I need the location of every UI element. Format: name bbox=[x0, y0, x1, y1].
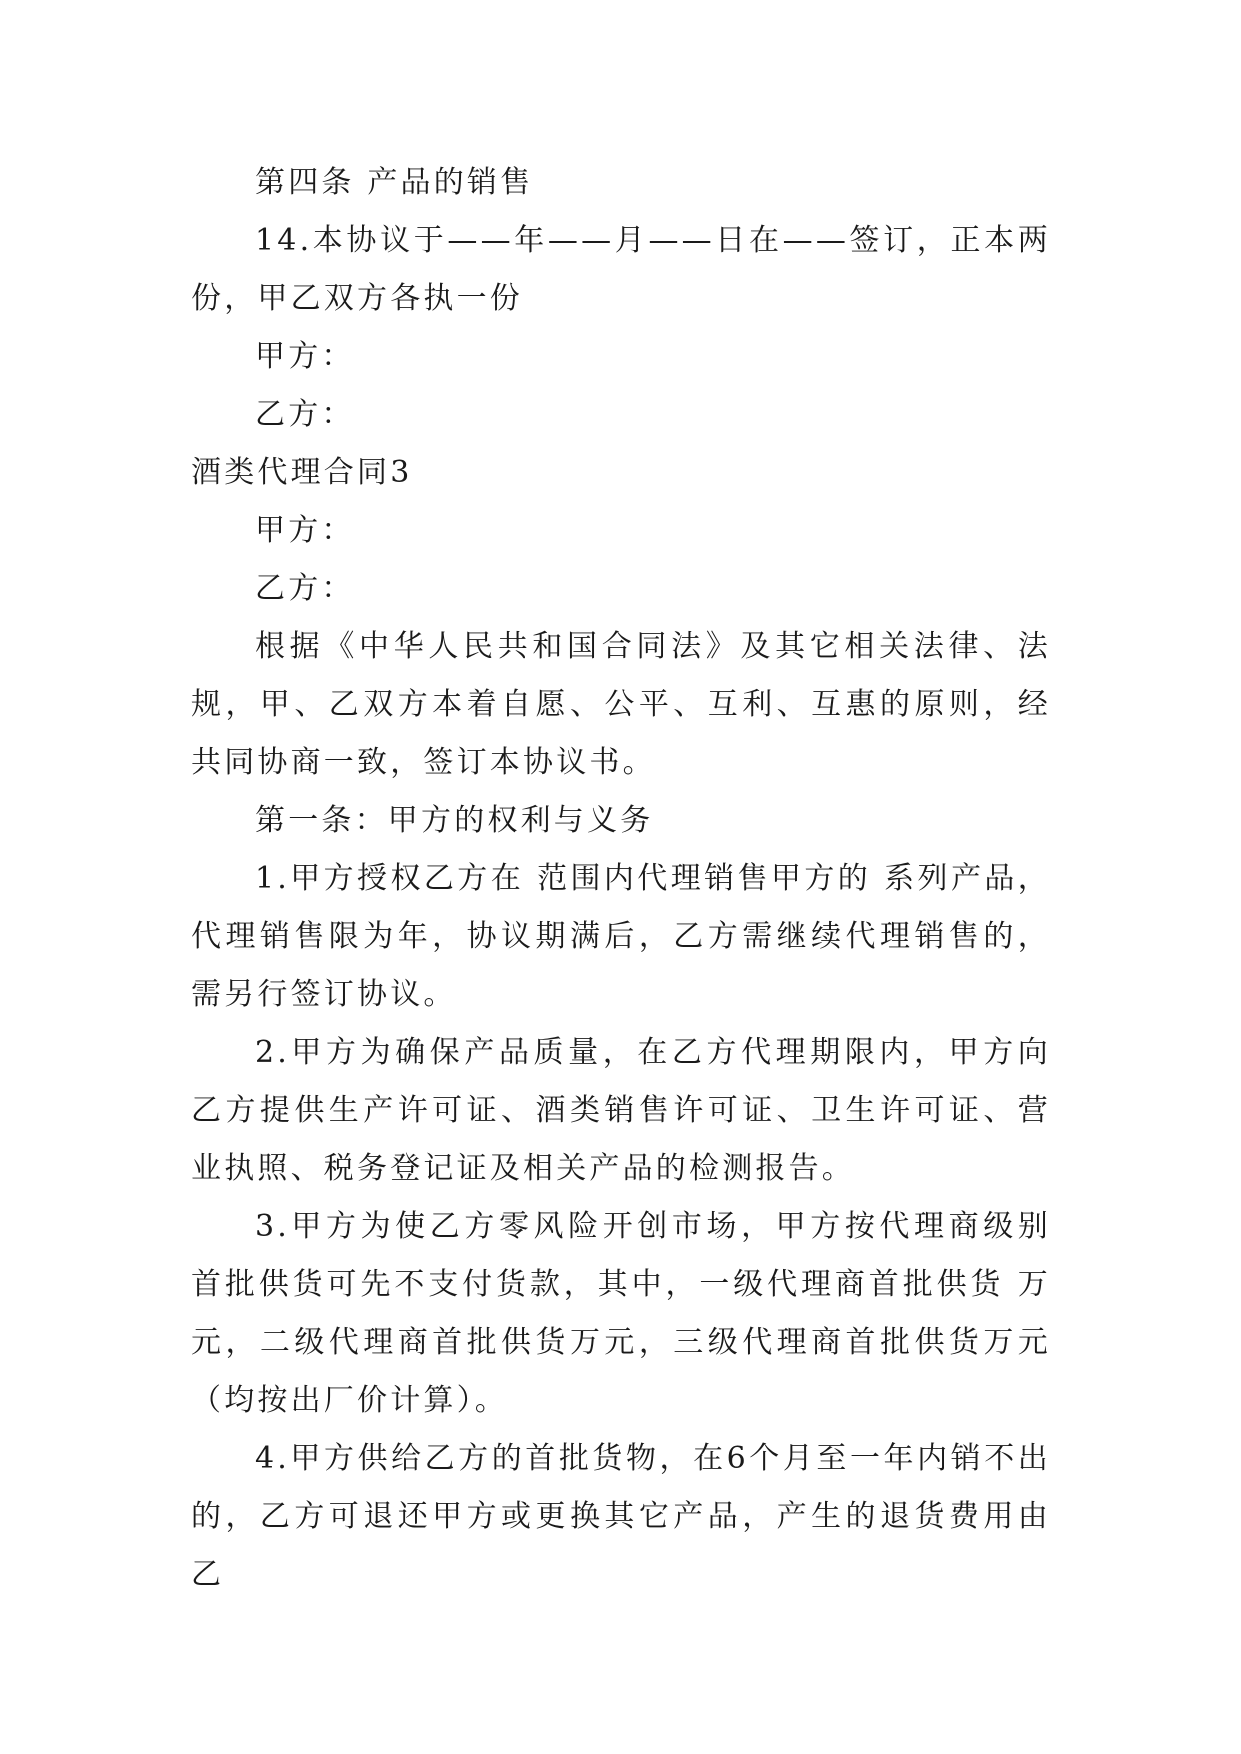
clause-1: 1.甲方授权乙方在 范围内代理销售甲方的 系列产品，代理销售限为年，协议期满后，乙方需继续代理销售的，需另行签订协议。 bbox=[191, 861, 1051, 1012]
section-heading-article-4: 第四条 产品的销售 bbox=[255, 165, 534, 200]
contract-title: 酒类代理合同3 bbox=[191, 455, 413, 490]
clause-4: 4.甲方供给乙方的首批货物，在6个月至一年内销不出的，乙方可退还甲方或更换其它产品，产生的退货费用由乙 bbox=[191, 1441, 1051, 1592]
preamble-paragraph: 根据《中华人民共和国合同法》及其它相关法律、法规，甲、乙双方本着自愿、公平、互利、互惠的原则，经共同协商一致，签订本协议书。 bbox=[191, 629, 1051, 780]
clause-2: 2.甲方为确保产品质量，在乙方代理期限内，甲方向乙方提供生产许可证、酒类销售许可证、卫生许可证、营业执照、税务登记证及相关产品的检测报告。 bbox=[191, 1035, 1051, 1186]
party-b-signature-line: 乙方： bbox=[255, 397, 355, 432]
document-body bbox=[191, 154, 1051, 1604]
party-a-label: 甲方： bbox=[255, 513, 355, 548]
party-b-label: 乙方： bbox=[255, 571, 355, 606]
clause-3: 3.甲方为使乙方零风险开创市场，甲方按代理商级别首批供货可先不支付货款，其中，一级代理商首批供货 万元，二级代理商首批供货万元，三级代理商首批供货万元（均按出厂价计算）。 bbox=[191, 1209, 1051, 1418]
party-a-signature-line: 甲方： bbox=[255, 339, 355, 374]
clause-14: 14.本协议于——年——月——日在——签订，正本两份，甲乙双方各执一份 bbox=[191, 223, 1051, 316]
section-heading-article-1: 第一条：甲方的权利与义务 bbox=[255, 803, 654, 838]
